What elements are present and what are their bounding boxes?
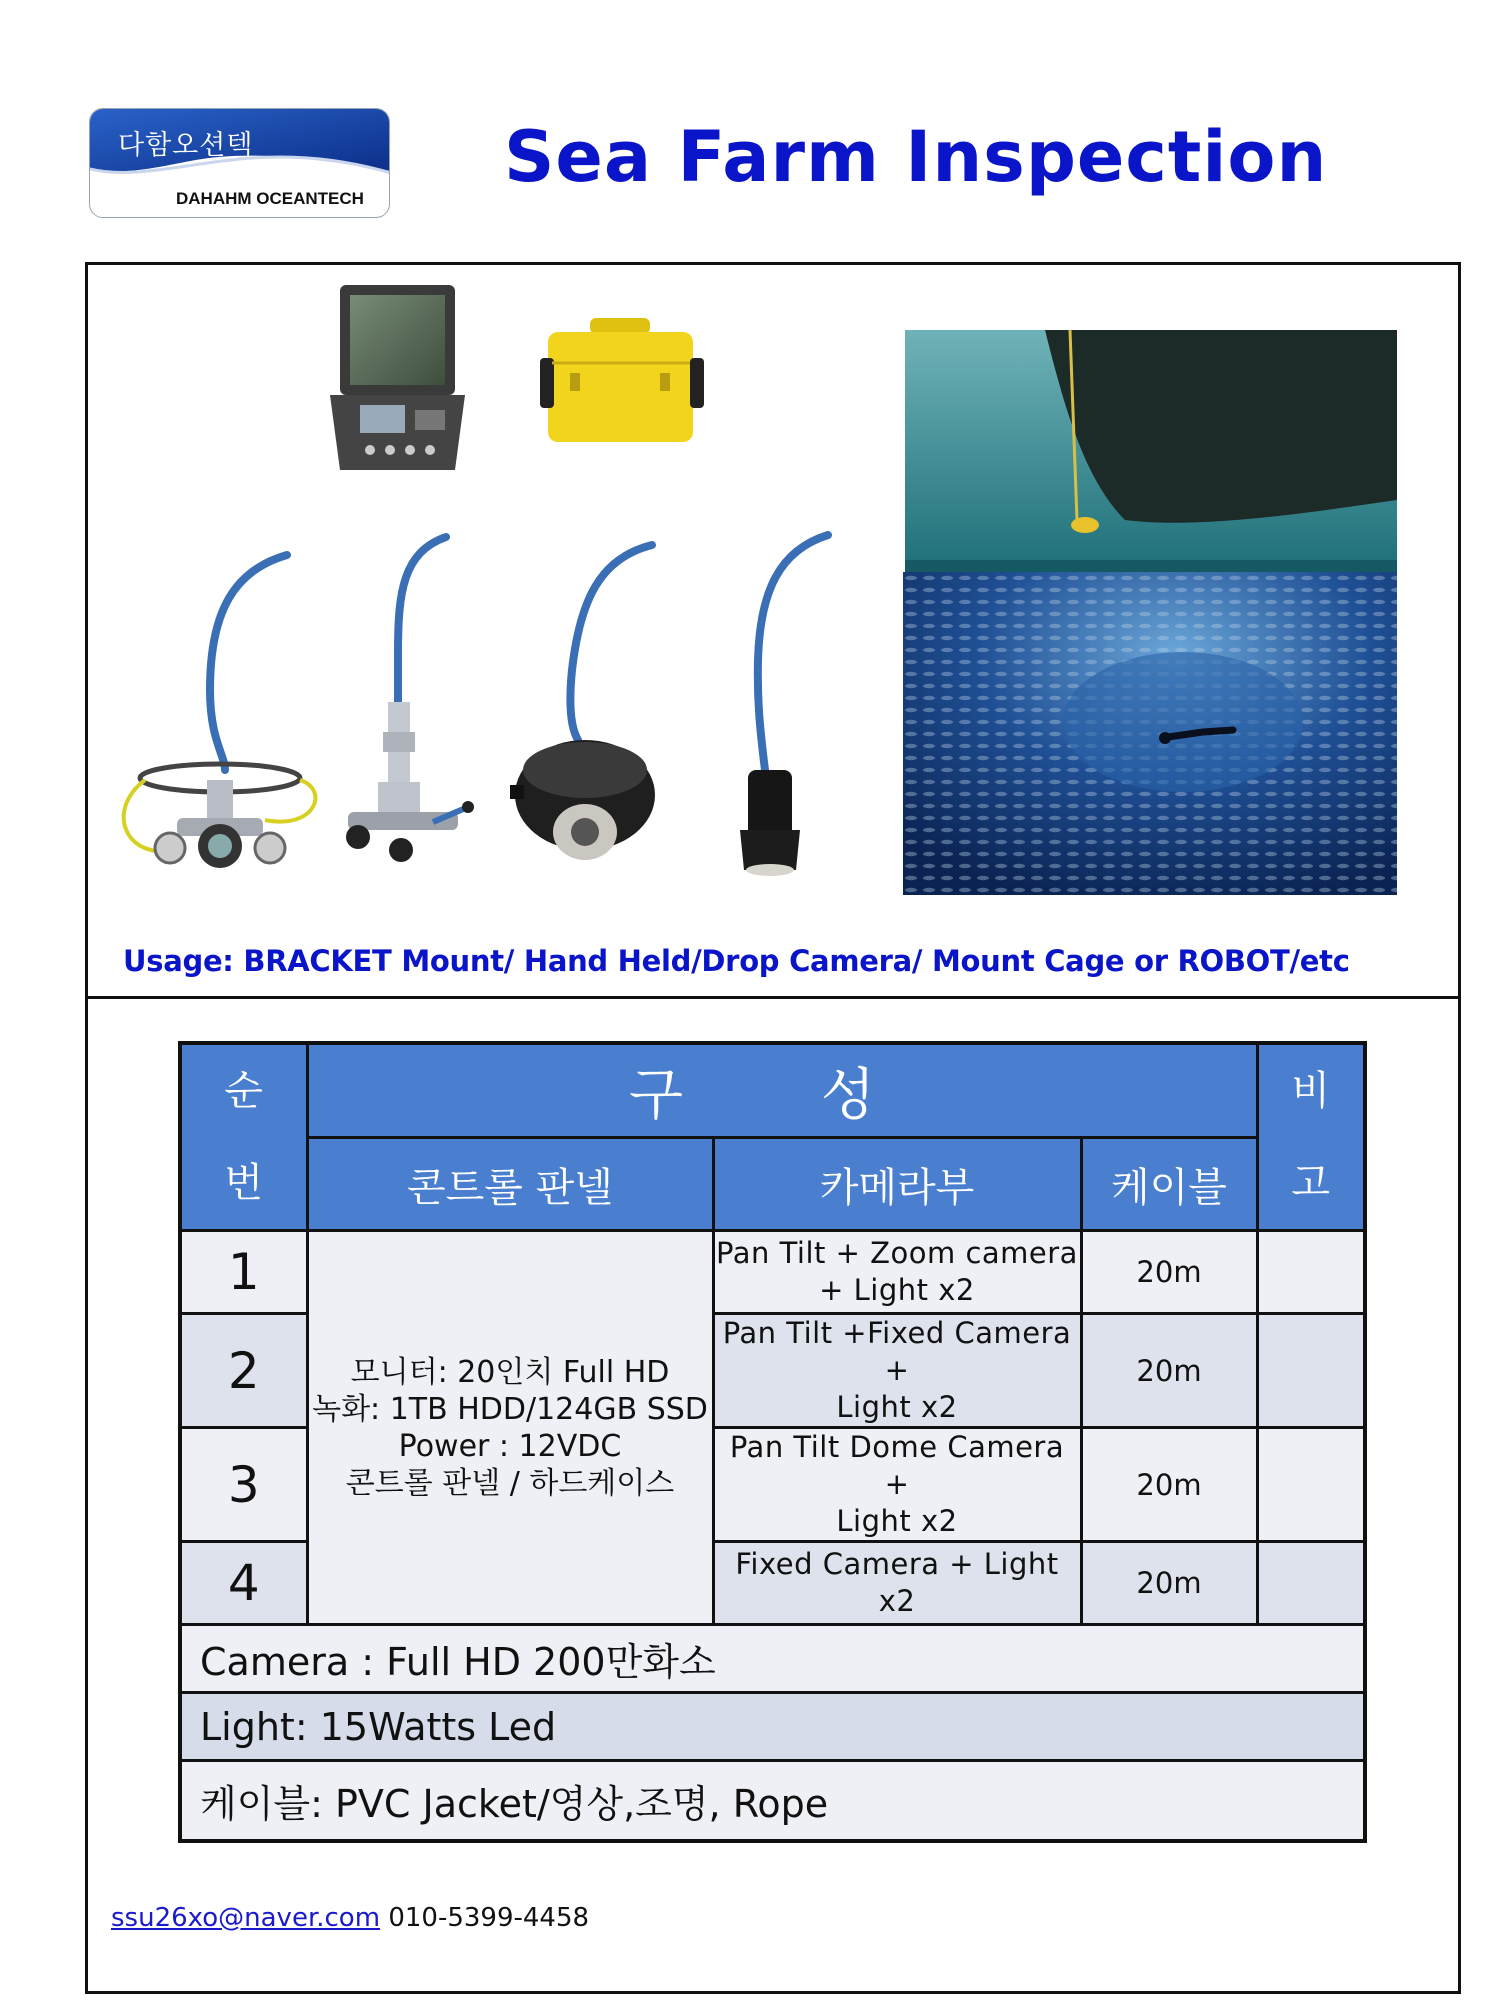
fixed-camera-image [720, 530, 845, 880]
row-number: 4 [180, 1542, 307, 1625]
logo-korean-text: 다함오션텍 [118, 130, 254, 161]
dome-camera-image [510, 540, 675, 870]
page-title: Sea Farm Inspection [504, 116, 1328, 198]
camera-resolution-note: Camera : Full HD 200만화소 [180, 1625, 1365, 1693]
cable-spec-note: 케이블: PVC Jacket/영상,조명, Rope [180, 1761, 1365, 1841]
control-panel-case-image [330, 285, 465, 475]
camera-line: Light x2 [836, 1504, 958, 1538]
header-cable: 케이블 [1081, 1138, 1257, 1231]
diver-fish-school-photo [903, 572, 1397, 895]
remarks-cell [1257, 1542, 1365, 1625]
bracket-mount-camera-image [115, 550, 325, 880]
camera-line: + Light x2 [819, 1273, 975, 1307]
panel-line: 모니터: 20인치 Full HD [350, 1354, 670, 1390]
header-remarks [1257, 1043, 1365, 1231]
header-config: 구 성 [307, 1043, 1257, 1138]
spec-table [178, 1041, 1367, 1843]
cable-length: 20m [1081, 1231, 1257, 1314]
header-number-line2: 번 [224, 1160, 264, 1206]
email-link[interactable]: ssu26xo@naver.com [111, 1903, 381, 1933]
hand-held-camera-image [343, 532, 483, 877]
camera-spec [713, 1314, 1081, 1428]
control-panel-spec [307, 1231, 713, 1625]
cable-length: 20m [1081, 1314, 1257, 1428]
cable-length: 20m [1081, 1428, 1257, 1542]
section-divider [85, 996, 1461, 999]
camera-spec [713, 1231, 1081, 1314]
cable-length: 20m [1081, 1542, 1257, 1625]
footer-row [180, 1693, 1365, 1761]
row-number: 3 [180, 1428, 307, 1542]
footer-row [180, 1625, 1365, 1693]
light-spec-note: Light: 15Watts Led [180, 1693, 1365, 1761]
header-number-line1: 순 [224, 1068, 264, 1114]
camera-line: Light x2 [836, 1390, 958, 1424]
hard-case-image [540, 318, 705, 446]
header-control-panel: 콘트롤 판넬 [307, 1138, 713, 1231]
contact-info [111, 1903, 589, 1933]
header-remarks-line1: 비 [1291, 1068, 1331, 1114]
boat-hull-underwater-photo [905, 330, 1397, 572]
row-number: 1 [180, 1231, 307, 1314]
table-row [180, 1231, 1365, 1314]
camera-line: Pan Tilt +Fixed Camera + [722, 1316, 1072, 1387]
remarks-cell [1257, 1314, 1365, 1428]
camera-line: Pan Tilt Dome Camera + [729, 1430, 1065, 1501]
header-number [180, 1043, 307, 1231]
logo-english-text: DAHAHM OCEANTECH [176, 189, 364, 208]
remarks-cell [1257, 1428, 1365, 1542]
camera-line: Pan Tilt + Zoom camera [716, 1236, 1078, 1270]
panel-line: 녹화: 1TB HDD/124GB SSD [312, 1391, 708, 1427]
camera-spec [713, 1542, 1081, 1625]
footer-row [180, 1761, 1365, 1841]
camera-spec [713, 1428, 1081, 1542]
usage-text: Usage: BRACKET Mount/ Hand Held/Drop Camera/ Mount Cage or ROBOT/etc [123, 944, 1350, 978]
camera-line: Fixed Camera + Light x2 [735, 1547, 1059, 1618]
row-number: 2 [180, 1314, 307, 1428]
header-remarks-line2: 고 [1291, 1160, 1331, 1206]
remarks-cell [1257, 1231, 1365, 1314]
panel-line: Power : 12VDC [398, 1428, 622, 1464]
company-logo [89, 108, 390, 218]
panel-line: 콘트롤 판넬 / 하드케이스 [345, 1465, 675, 1501]
phone-number: 010-5399-4458 [388, 1903, 590, 1933]
header-camera: 카메라부 [713, 1138, 1081, 1231]
